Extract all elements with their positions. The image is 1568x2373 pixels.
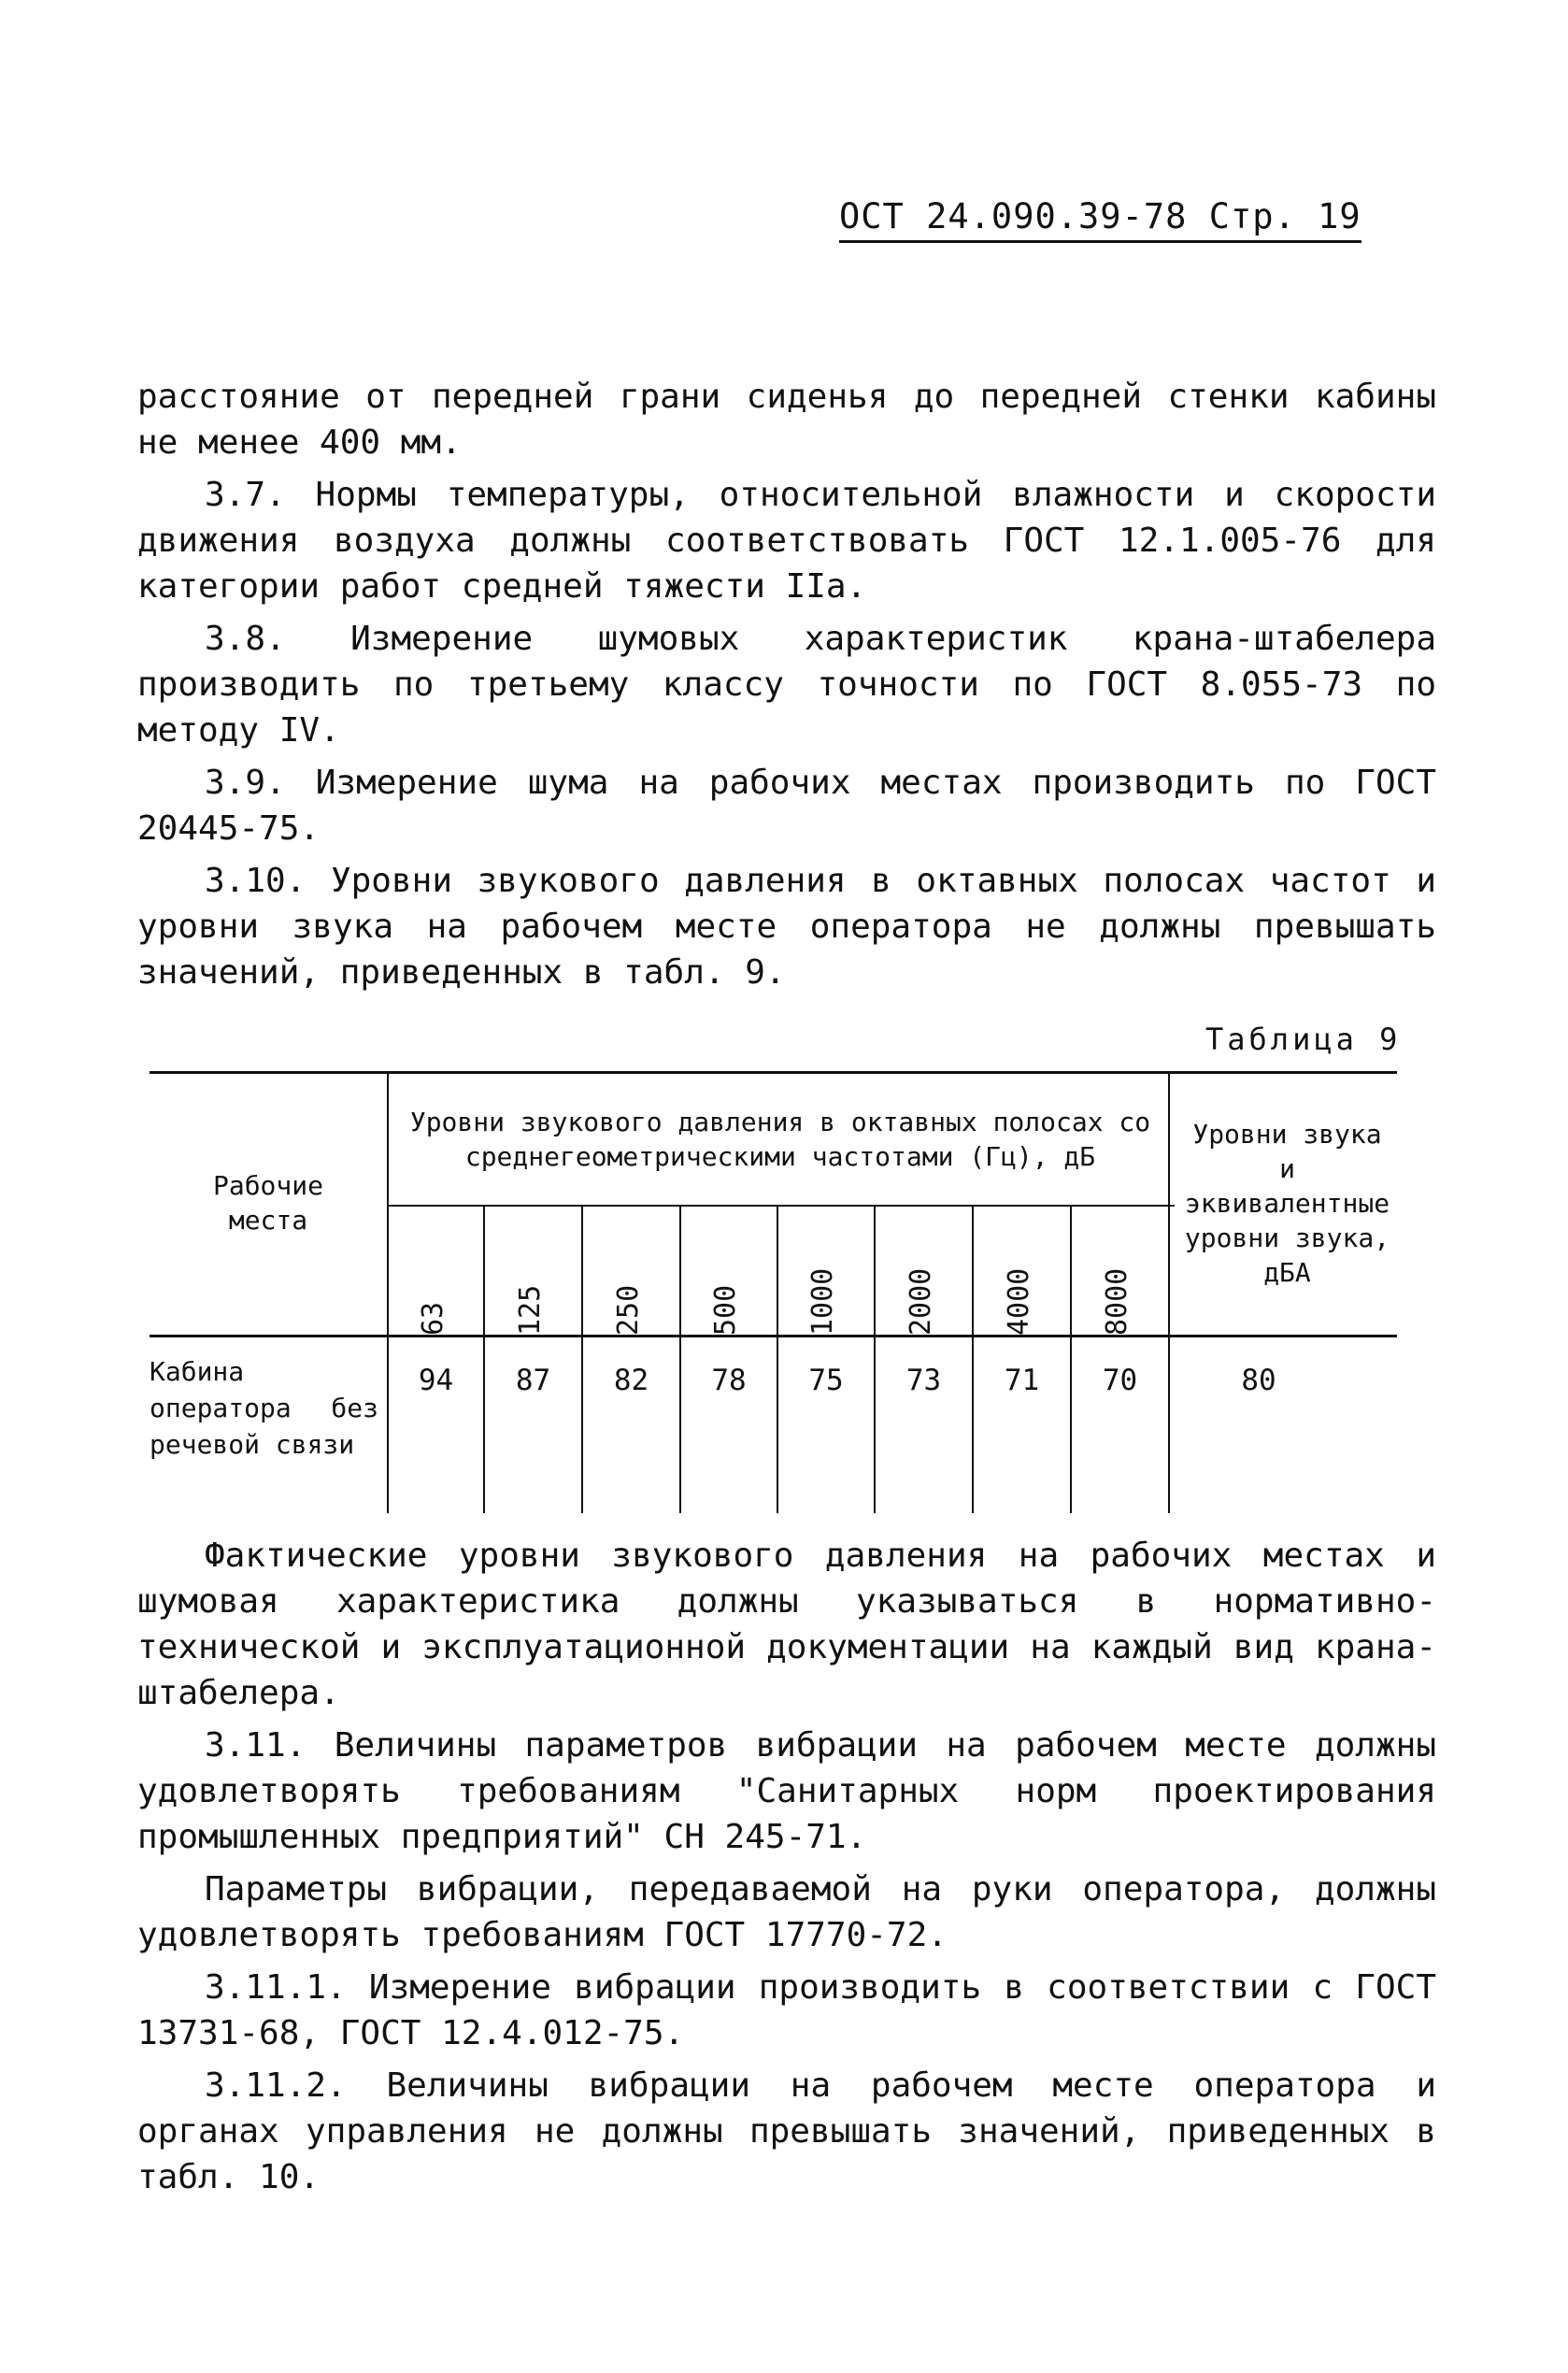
header-pressure-group: Уровни звукового давления в октавных полосах со среднегеометрическими частотами (Гц), дБ [409,1107,1151,1172]
paragraph: 3.7. Нормы температуры, относительной влажности и скорости движения воздуха должны соответствовать ГОСТ 12.1.005-76 для категории работ средней тяжести IIа. [137,476,1436,606]
body-text-top [137,374,1436,995]
table-rule-v [777,1205,778,1513]
paragraph: 3.11.2. Величины вибрации на рабочем месте оператора и органах управления не должны превышать значений, приведенных в табл. 10. [137,2066,1436,2196]
table-cell: 73 [905,1364,942,1397]
table-rule-v [1070,1205,1072,1513]
table-rule-v [387,1071,389,1513]
paragraph: 3.8. Измерение шумовых характеристик крана-штабелера производить по третьему классу точности по ГОСТ 8.055-73 по методу IV. [137,620,1436,750]
table-cell: 75 [808,1364,844,1397]
table-cell-level: 80 [1241,1364,1276,1397]
table-cell: 82 [613,1364,649,1397]
paragraph: 3.11.1. Измерение вибрации производить в соответствии с ГОСТ 13731-68, ГОСТ 12.4.012-75. [137,1968,1436,2052]
table-rule-v [581,1205,583,1513]
row-label: Кабина оператора без речевой связи [150,1356,378,1460]
paragraph: Фактические уровни звукового давления на рабочих местах и шумовая характеристика должны указываться в нормативно-технической и эксплуатационной документации на каждый вид крана-штабелера. [137,1537,1436,1712]
noise-table [150,1071,1397,1513]
table-rule-v [679,1205,681,1513]
paragraph: 3.11. Величины параметров вибрации на рабочем месте должны удовлетворять требованиям "Санитарных норм проектирования промышленных предприятий" СН 245-71. [137,1726,1436,1856]
table-cell: 78 [711,1364,747,1397]
table-rule-v [874,1205,876,1513]
freq-header: 4000 [1003,1267,1035,1336]
paragraph: расстояние от передней грани сиденья до передней стенки кабины не менее 400 мм. [137,378,1436,462]
table-rule-v [1168,1071,1170,1513]
table-cell: 70 [1102,1364,1138,1397]
page-header: ОСТ 24.090.39-78 Стр. 19 [839,198,1361,243]
freq-header: 63 [417,1301,449,1336]
freq-header: 2000 [905,1267,937,1336]
table-cell: 87 [515,1364,551,1397]
freq-header: 250 [612,1284,645,1336]
table-rule-sub [388,1205,1175,1207]
body-text-bottom [137,1533,1436,2200]
table-rule-header-bottom [150,1335,1397,1337]
table-rule-v [483,1205,485,1513]
freq-header: 500 [709,1284,742,1336]
table-cell: 94 [418,1364,454,1397]
table-rule-v [972,1205,974,1513]
freq-header: 125 [514,1284,547,1336]
paragraph: Параметры вибрации, передаваемой на руки оператора, должны удовлетворять требованиям ГОСТ 17770-72. [137,1870,1436,1954]
table-caption: Таблица 9 [1205,1022,1402,1057]
paragraph: 3.9. Измерение шума на рабочих местах производить по ГОСТ 20445-75. [137,764,1436,848]
paragraph: 3.10. Уровни звукового давления в октавных полосах частот и уровни звука на рабочем месте оператора не должны превышать значений, приведенных в табл. 9. [137,862,1436,992]
freq-header: 1000 [806,1267,839,1336]
header-sound-level: Уровни звука и эквивалентные уровни звука, дБА [1184,1118,1390,1288]
freq-header: 8000 [1101,1267,1133,1336]
header-workplace: Рабочие места [212,1170,323,1236]
table-cell: 71 [1004,1364,1040,1397]
